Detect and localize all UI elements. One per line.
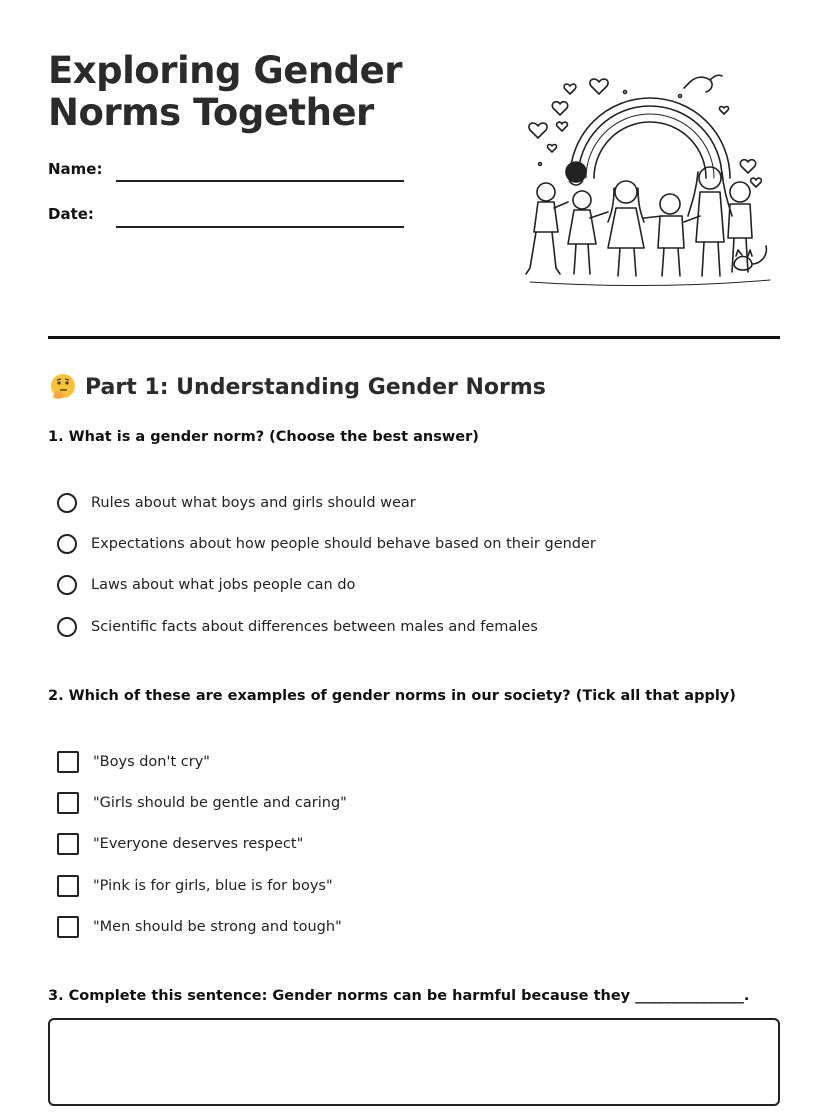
q2-option[interactable] bbox=[57, 831, 303, 857]
thinking-face-icon bbox=[48, 372, 78, 402]
q1-option-label: Scientific facts about differences between males and females bbox=[91, 619, 538, 635]
checkbox[interactable] bbox=[57, 875, 79, 897]
question-1: 1. What is a gender norm? (Choose the best answer) bbox=[48, 429, 479, 445]
q1-option[interactable] bbox=[57, 490, 416, 516]
q2-option-label: "Everyone deserves respect" bbox=[93, 836, 304, 852]
q2-option-label: "Men should be strong and tough" bbox=[93, 919, 342, 935]
q1-option-label: Laws about what jobs people can do bbox=[91, 577, 356, 593]
part1-heading bbox=[48, 372, 546, 402]
q1-option[interactable] bbox=[57, 531, 596, 557]
q2-option-label: "Boys don't cry" bbox=[93, 754, 210, 770]
checkbox[interactable] bbox=[57, 792, 79, 814]
part1-heading-text: Part 1: Understanding Gender Norms bbox=[85, 374, 546, 400]
children-under-rainbow-illustration bbox=[520, 68, 778, 296]
q1-option[interactable] bbox=[57, 614, 538, 640]
title-line-2: Norms Together bbox=[48, 91, 374, 134]
date-label: Date: bbox=[48, 205, 94, 223]
checkbox[interactable] bbox=[57, 751, 79, 773]
q2-option-label: "Girls should be gentle and caring" bbox=[93, 795, 347, 811]
question-2: 2. Which of these are examples of gender norms in our society? (Tick all that apply) bbox=[48, 688, 736, 704]
radio-button[interactable] bbox=[57, 493, 77, 513]
q2-option[interactable] bbox=[57, 790, 347, 816]
page-title bbox=[48, 50, 402, 134]
radio-button[interactable] bbox=[57, 534, 77, 554]
title-line-1: Exploring Gender bbox=[48, 49, 402, 92]
q2-option[interactable] bbox=[57, 914, 342, 940]
date-field[interactable] bbox=[116, 226, 404, 228]
radio-button[interactable] bbox=[57, 575, 77, 595]
q2-option[interactable] bbox=[57, 749, 210, 775]
name-label: Name: bbox=[48, 160, 103, 178]
section-divider bbox=[48, 336, 780, 339]
q1-option[interactable] bbox=[57, 572, 355, 598]
radio-button[interactable] bbox=[57, 617, 77, 637]
q1-option-label: Expectations about how people should behave based on their gender bbox=[91, 536, 596, 552]
question-3: 3. Complete this sentence: Gender norms can be harmful because they _______________. bbox=[48, 988, 750, 1004]
q2-option-label: "Pink is for girls, blue is for boys" bbox=[93, 878, 333, 894]
q2-option[interactable] bbox=[57, 873, 333, 899]
q1-option-label: Rules about what boys and girls should wear bbox=[91, 495, 416, 511]
q3-answer-box[interactable] bbox=[48, 1018, 780, 1106]
name-field[interactable] bbox=[116, 180, 404, 182]
checkbox[interactable] bbox=[57, 833, 79, 855]
checkbox[interactable] bbox=[57, 916, 79, 938]
